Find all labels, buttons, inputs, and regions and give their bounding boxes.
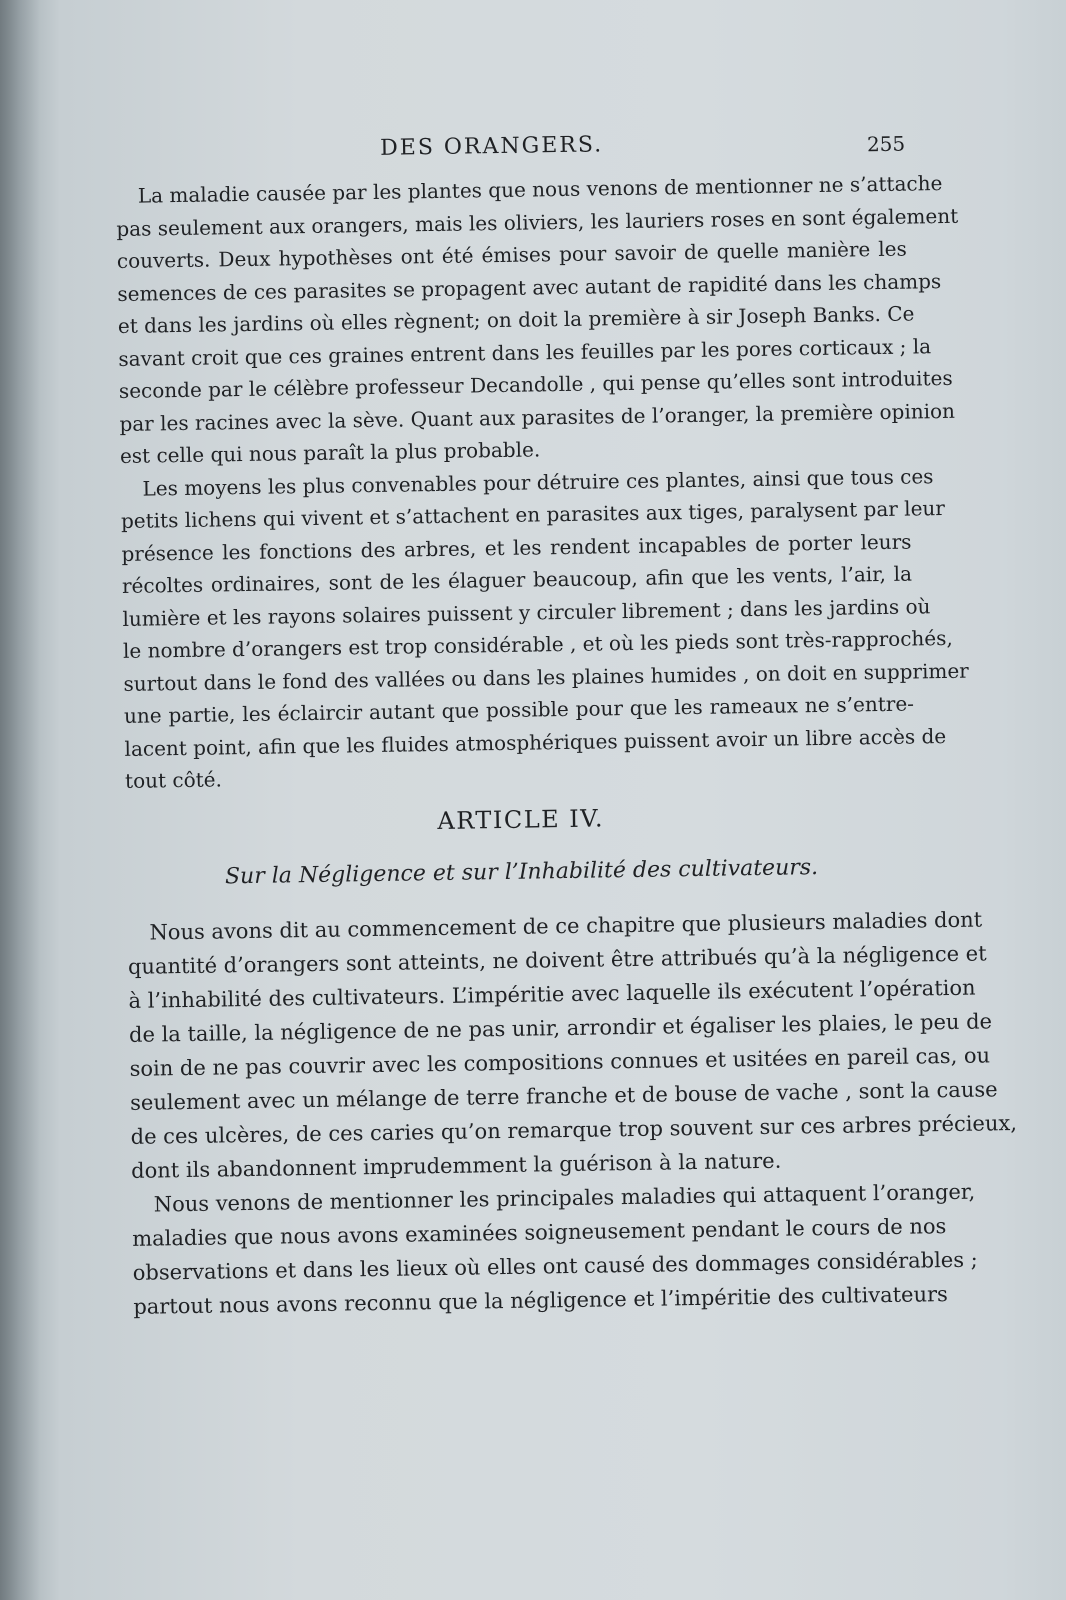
- text-line: dont ils abandonnent imprudemment la guérison à la nature.: [130, 1148, 782, 1183]
- text-line: petits lichens qui vivent et s’attachent en parasites aux tiges, paralysent par leur: [120, 496, 946, 533]
- text-line: surtout dans le fond des vallées ou dans les plaines humides , on doit en supprimer: [123, 658, 969, 696]
- text-line: semences de ces parasites se propagent avec autant de rapidité dans les champs: [117, 268, 942, 306]
- text-line: partout nous avons reconnu que la négligence et l’impéritie des cultivateurs: [133, 1281, 949, 1319]
- text-line: de la taille, la négligence de ne pas unir, arrondir et égaliser les plaies, le peu de: [128, 1008, 993, 1047]
- text-line: soin de ne pas couvrir avec les compositions connues et usitées en pareil cas, ou: [129, 1042, 991, 1081]
- text-line: à l’inhabilité des cultivateurs. L’impéritie avec laquelle ils exécutent l’opération: [128, 975, 976, 1013]
- text-line: pas seulement aux orangers, mais les oliviers, les lauriers roses en sont également: [116, 203, 959, 241]
- paragraph: [116, 168, 959, 473]
- text-line: observations et dans les lieux où elles ont causé des dommages considérables ;: [132, 1247, 978, 1285]
- running-title: DES ORANGERS.: [379, 132, 604, 161]
- text-line: Nous venons de mentionner les principales maladies qui attaquent l’oranger,: [153, 1179, 976, 1217]
- text-line: de ces ulcères, de ces caries qu’on remarque trop souvent sur ces arbres précieux,: [130, 1110, 1018, 1149]
- text-line: présence les fonctions des arbres, et les rendent incapables de porter leurs: [121, 529, 912, 566]
- text-line: lacent point, afin que les fluides atmosphériques puissent avoir un libre accès de: [124, 723, 947, 761]
- page-number: 255: [866, 131, 906, 157]
- text-line: maladies que nous avons examinées soigneusement pendant le cours de nos: [132, 1213, 947, 1251]
- text-line: récoltes ordinaires, sont de les élaguer beaucoup, afin que les vents, l’air, la: [121, 561, 913, 598]
- text-line: Les moyens les plus convenables pour détruire ces plantes, ainsi que tous ces: [142, 463, 934, 501]
- article-subtitle: Sur la Négligence et sur l’Inhabilité des cultivateurs.: [224, 854, 819, 889]
- text-line: est celle qui nous paraît la plus probable.: [119, 437, 541, 468]
- text-line: une partie, les éclaircir autant que possible pour que les rameaux ne s’entre-: [123, 691, 915, 728]
- text-line: seconde par le célèbre professeur Decandolle , qui pense qu’elles sont introduites: [118, 365, 953, 403]
- text-line: Nous avons dit au commencement de ce chapitre que plusieurs maladies dont: [149, 906, 983, 945]
- article-heading: ARTICLE IV.: [437, 803, 605, 835]
- text-line: savant croit que ces graines entrent dans les feuilles par les pores corticaux ; la: [118, 333, 932, 371]
- text-line: et dans les jardins où elles règnent; on doit la première à sir Joseph Banks. Ce: [117, 301, 915, 338]
- text-line: couverts. Deux hypothèses ont été émises pour savoir de quelle manière les: [116, 236, 907, 273]
- printed-page: [115, 128, 1018, 1324]
- paragraph: [120, 460, 969, 797]
- text-line: quantité d’orangers sont atteints, ne doivent être attribués qu’à la négligence et: [127, 940, 987, 979]
- text-line: lumière et les rayons solaires puissent y circuler librement ; dans les jardins où: [122, 593, 931, 631]
- text-line: tout côté.: [124, 767, 223, 793]
- paragraph: [131, 1175, 978, 1323]
- text-line: La maladie causée par les plantes que nous venons de mentionner ne s’attache: [137, 171, 943, 208]
- paragraph: [127, 903, 1018, 1187]
- binding-shadow: [0, 0, 40, 1600]
- text-line: par les racines avec la sève. Quant aux parasites de l’oranger, la première opinion: [119, 398, 956, 436]
- text-line: le nombre d’orangers est trop considérable , et où les pieds sont très-rapprochés,: [122, 625, 953, 663]
- text-line: seulement avec un mélange de terre franche et de bouse de vache , sont la cause: [129, 1076, 998, 1115]
